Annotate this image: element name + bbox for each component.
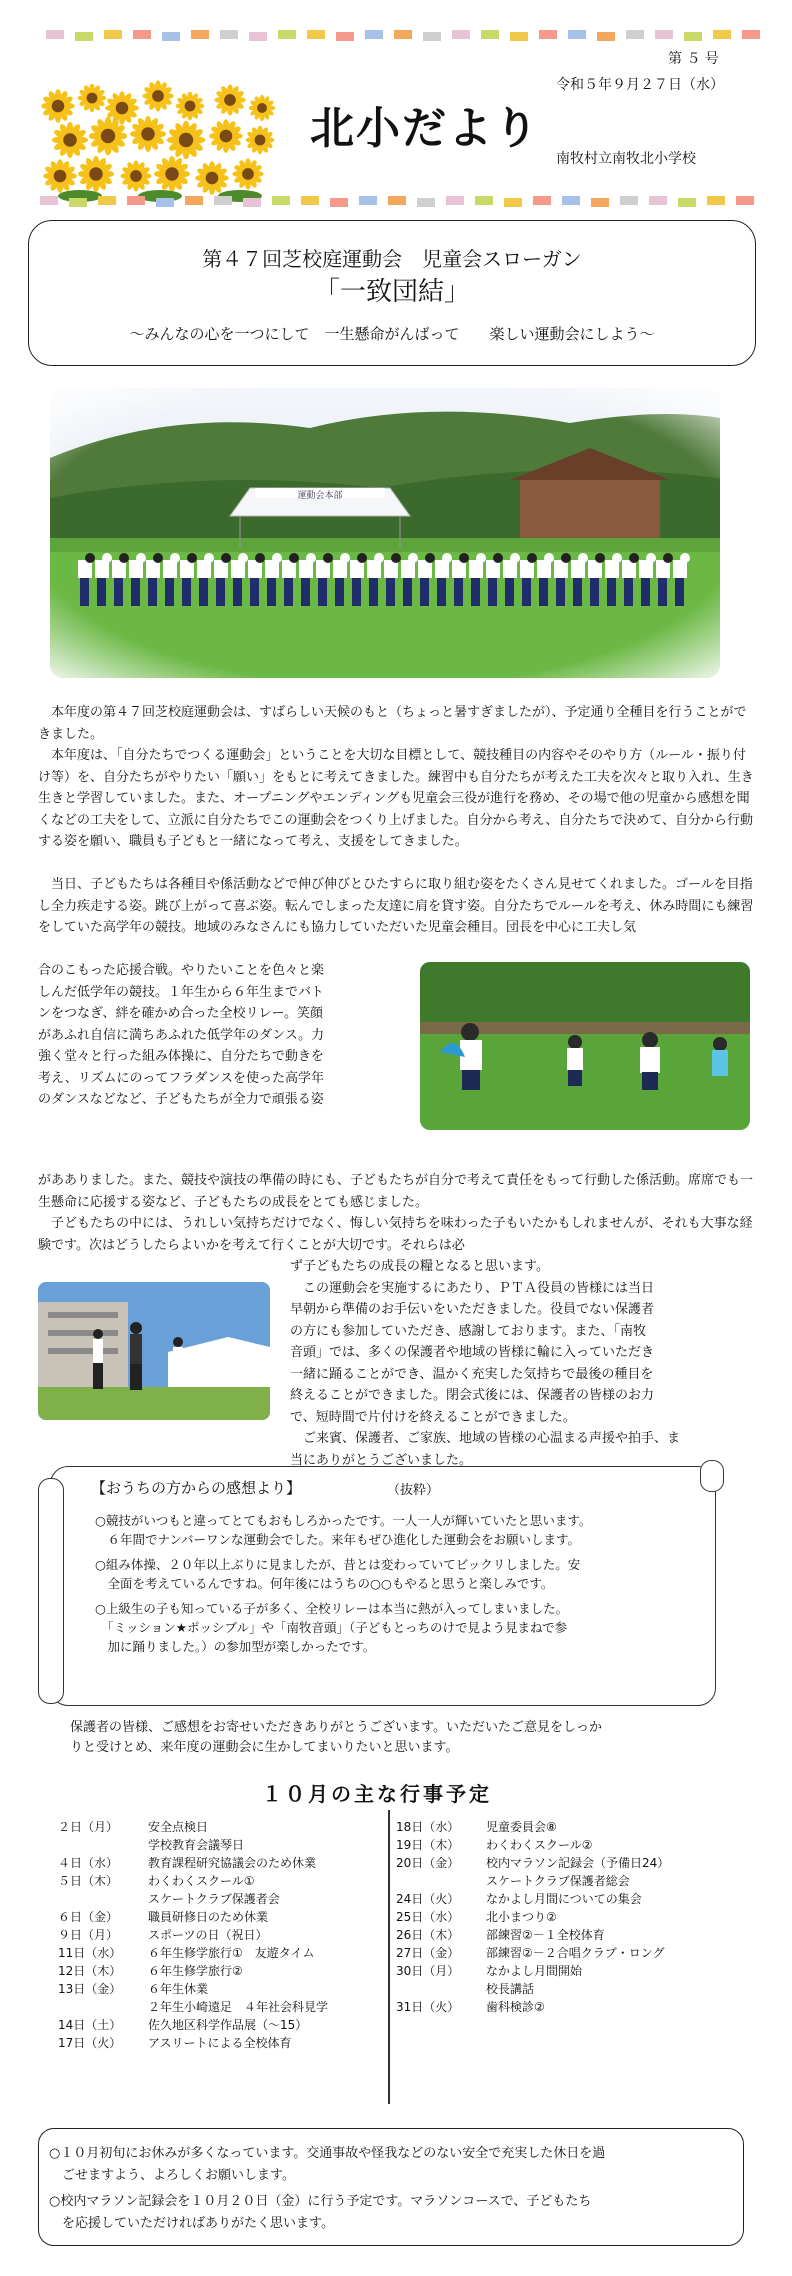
feedback-scroll [50, 1466, 716, 1706]
confetti-piece [191, 30, 209, 39]
confetti-piece [452, 30, 470, 39]
confetti-piece [620, 196, 638, 205]
schedule-date: 19日（木） [396, 1838, 460, 1852]
schedule-date: 24日（火） [396, 1892, 460, 1906]
text-line: ○校内マラソン記録会を１０月２０日（金）に行う予定です。マラソンコースで、子どもたち [49, 2194, 592, 2209]
confetti-piece [243, 198, 261, 207]
confetti-piece [742, 30, 760, 39]
confetti-piece [301, 196, 319, 205]
schedule-event: ６年生修学旅行② [148, 1964, 243, 1978]
text-line: 一緒に踊ることができ、温かく充実した気持ちで最後の種目を [290, 1366, 654, 1382]
feedback-list [95, 1511, 705, 1662]
confetti-piece [388, 196, 406, 205]
schedule-event: アスリートによる全校体育 [148, 2036, 292, 2050]
schedule-date: 17日（火） [58, 2036, 122, 2050]
confetti-piece [307, 30, 325, 39]
sunflower-icon [209, 119, 243, 153]
sunflower-icon [246, 126, 275, 155]
schedule-date: 31日（火） [396, 2000, 460, 2014]
schedule-event: スケートクラブ保護者会 [148, 1892, 280, 1906]
school-name: 南牧村立南牧北小学校 [556, 151, 696, 167]
confetti-piece [162, 32, 180, 41]
confetti-piece [562, 196, 580, 205]
sunflower-icon [52, 122, 88, 158]
confetti-piece [46, 30, 64, 39]
confetti-piece [365, 30, 383, 39]
schedule-event: 職員研修日のため休業 [148, 1910, 269, 1924]
confetti-piece [423, 32, 441, 41]
schedule-date: ９日（月） [58, 1928, 119, 1942]
schedule-date: ６日（金） [58, 1910, 119, 1924]
schedule-event: 歯科検診② [486, 2000, 545, 2014]
text-line: ンをつなぎ、絆を確かめ合った全校リレー。笑顔 [38, 1006, 323, 1021]
confetti-piece [597, 32, 615, 41]
notice-item [49, 2191, 739, 2235]
confetti-piece [330, 198, 348, 207]
schedule-event: 児童委員会⑧ [486, 1820, 557, 1834]
schedule-event: ２年生小崎遠足 ４年社会科見学 [148, 2000, 329, 2014]
slogan-sub: ～みんなの心を一つにして 一生懸命がんばって 楽しい運動会にしよう～ [129, 325, 655, 343]
schedule-event: スケートクラブ保護者総会 [486, 1874, 630, 1888]
text-line: 早朝から準備のお手伝いをいただきました。役員でない保護者 [290, 1302, 655, 1317]
text-line: のダンスなどなど、子どもたちが全力で頑張る姿 [38, 1092, 324, 1107]
slogan-box [28, 220, 756, 366]
sunflower-icon [249, 95, 275, 121]
schedule-event: 北小まつり② [486, 1910, 557, 1924]
text-line: 「ミッション★ポッシブル」や「南牧音頭」（子どもとっちのけで見よう見まねで参 [95, 1620, 568, 1635]
sunflower-icon [232, 158, 263, 189]
schedule-date: 14日（土） [58, 2018, 122, 2032]
schedule-date: ４日（水） [58, 1856, 119, 1870]
schedule-event: 教育課程研究協議会のため休業 [148, 1856, 317, 1870]
schedule-date: 18日（水） [396, 1820, 460, 1834]
sports-day-group-photo [50, 388, 720, 678]
issue-number: 第 ５ 号 [668, 51, 719, 67]
sunflower-icon [176, 92, 205, 121]
schedule-date: 26日（木） [396, 1928, 460, 1942]
text-line: 合のこもった応援合戦。やりたいことを色々と楽 [38, 963, 325, 978]
schedule-event: わくわくスクール① [148, 1874, 255, 1888]
confetti-piece [417, 198, 435, 207]
confetti-piece [104, 30, 122, 39]
confetti-piece [591, 198, 609, 207]
schedule-event: 学校教育会議琴日 [148, 1838, 245, 1852]
confetti-piece [214, 196, 232, 205]
schedule-event: なかよし月間についての集会 [486, 1892, 642, 1906]
schedule-event: ６年生修学旅行① 友遊タイム [148, 1946, 315, 1960]
feedback-item [95, 1599, 705, 1656]
confetti-piece [75, 32, 93, 41]
text-line: ごせますよう、よろしくお願いします。 [49, 2168, 295, 2183]
sunflower-icon [43, 159, 77, 193]
article-paragraph-4: 子どもたちの中には、うれしい気持ちだけでなく、悔しい気持ちを味わった子もいたかもしれませんが、それも大事な経験です。次はどうしたらよいかを考えて行くことが大切です。それらは必 [38, 1216, 753, 1253]
text-line: ○１０月初旬にお休みが多くなっています。交通事故や怪我などのない安全で充実した休日を過 [49, 2146, 606, 2161]
text-line: 考え、リズムにのってフラダンスを使った高学年 [38, 1070, 325, 1086]
confetti-piece [127, 196, 145, 205]
confetti-piece [133, 30, 151, 39]
newsletter-title: 北小だより [310, 103, 540, 154]
sunflower-icon [167, 121, 205, 159]
schedule-date: ５日（木） [58, 1874, 119, 1888]
confetti-piece [626, 30, 644, 39]
text-line: ご来賓、保護者、ご家族、地域の皆様の心温まる声援や拍手、ま [290, 1431, 681, 1446]
schedule-date: 13日（金） [58, 1982, 122, 1996]
schedule-event: 校長講話 [486, 1982, 535, 1996]
sunflower-icon [130, 116, 166, 152]
schedule-event: 安全点検日 [148, 1820, 209, 1834]
confetti-piece [272, 196, 290, 205]
text-line: りと受けとめ、来年度の運動会に生かしてまいりたいと思います。 [70, 1740, 459, 1755]
text-line: ず子どもたちの成長の糧となると思います。 [290, 1259, 549, 1274]
issue-date: 令和５年９月２７日（水） [556, 77, 724, 93]
feedback-title: 【おうちの方からの感想より】 [91, 1479, 302, 1497]
notice-box [38, 2128, 744, 2246]
text-line: 音頭」では、多くの保護者や地域の皆様に輪に入っていただき [290, 1345, 655, 1360]
feedback-thanks [70, 1718, 770, 1758]
notice-list [49, 2143, 739, 2239]
confetti-piece [446, 196, 464, 205]
confetti-piece [539, 30, 557, 39]
article-paragraph-1: 本年度の第４７回芝校庭運動会は、すばらしい天候のもと（ちょっと暑すぎましたが）、予定通り全種目を行うことができました。 [38, 705, 747, 742]
schedule-date: 30日（月） [396, 1964, 460, 1978]
schedule-event: 佐久地区科学作品展（～15） [148, 2018, 308, 2032]
text-line: ○上級生の子も知っている子が多く、全校リレーは本当に熱が入ってしまいました。 [95, 1601, 569, 1616]
text-line: ○競技がいつもと違ってとてもおもしろかったです。一人一人が輝いていたと思います。 [95, 1513, 592, 1528]
schedule-date: 20日（金） [396, 1856, 460, 1870]
schedule-date: 11日（水） [58, 1946, 122, 1960]
scroll-curl-right [700, 1460, 724, 1492]
sunflower-icon [154, 156, 190, 192]
slogan-main: 「一致団結」 [313, 277, 470, 307]
slogan-heading: 第４７回芝校庭運動会 児童会スローガン [202, 247, 582, 271]
schedule-divider [388, 1810, 390, 2104]
confetti-piece [504, 198, 522, 207]
sunflower-icon [78, 156, 114, 192]
feedback-item [95, 1511, 705, 1549]
feedback-item [95, 1555, 705, 1593]
sunflower-icon [214, 84, 245, 115]
text-line: この運動会を実施するにあたり、ＰＴＡ役員の皆様には当日 [290, 1280, 655, 1296]
confetti-piece [249, 32, 267, 41]
schedule-date: 25日（水） [396, 1910, 460, 1924]
schedule-event: 校内マラソン記録会（予備日24） [486, 1856, 670, 1870]
confetti-piece [220, 30, 238, 39]
confetti-piece [336, 32, 354, 41]
schedule-event: スポーツの日（祝日） [148, 1928, 268, 1942]
text-line: 当にありがとうございました。 [290, 1452, 473, 1468]
sunflower-illustration [40, 78, 290, 203]
confetti-piece [278, 30, 296, 39]
text-line: があふれ自信に満ちあふれた低学年のダンス。力 [38, 1027, 325, 1043]
confetti-piece [649, 196, 667, 205]
sunflower-icon [78, 84, 107, 113]
text-line: を応援していただければありがたく思います。 [49, 2216, 334, 2231]
confetti-piece [475, 196, 493, 205]
confetti-piece [156, 198, 174, 207]
confetti-piece [185, 196, 203, 205]
notice-item [49, 2143, 739, 2187]
confetti-piece [678, 198, 696, 207]
text-line: しんだ低学年の競技。１年生から６年生までバト [38, 984, 324, 1000]
schedule-title: １０月の主な行事予定 [262, 1782, 492, 1806]
schedule-event: ６年生休業 [148, 1982, 209, 1996]
article-paragraph-3-end: があありました。また、競技や演技の準備の時にも、子どもたちが自分で考えて責任をもって行動した係活動。席席でも一生懸命に応援する姿など、子どもたちの成長をとても感じました。 [38, 1173, 754, 1210]
text-line: 全面を考えているんですね。何年後にはうちの○○もやると思うと楽しみです。 [95, 1576, 554, 1591]
sunflower-icon [120, 160, 151, 191]
text-line: 強く堂々と行った組み体操に、自分たちで動きを [38, 1049, 324, 1064]
feedback-tag: （抜粋） [387, 1483, 440, 1498]
confetti-piece [40, 196, 58, 205]
confetti-piece [394, 30, 412, 39]
article-paragraph-3: 当日、子どもたちは各種目や係活動などで伸び伸びとひたすらに取り組む姿をたくさん見せてくれました。ゴールを目指し全力疾走する姿。跳び上がって喜ぶ姿。転んでしまった友達に肩を貸す姿。自分たちでルールを考え、休み時間にも練習をしていた高学年の競技。地域のみなさんにも協力していただいた児童会種目。団長を中心に工夫し気 [38, 877, 754, 935]
confetti-piece [655, 30, 673, 39]
confetti-piece [533, 196, 551, 205]
confetti-piece [707, 196, 725, 205]
confetti-piece [510, 32, 528, 41]
text-line: 保護者の皆様、ご感想をお寄せいただきありがとうございます。いただいたご意見をしっか [70, 1720, 602, 1735]
text-line: ６年間でナンバーワンな運動会でした。来年もぜひ進化した運動会をお願いします。 [95, 1532, 581, 1547]
article-paragraph-3-wrap [38, 960, 408, 1111]
sunflower-icon [195, 161, 229, 195]
confetti-piece [684, 32, 702, 41]
schedule-date: ２日（月） [58, 1820, 119, 1834]
confetti-piece [98, 196, 116, 205]
confetti-piece [69, 198, 87, 207]
relay-photo [420, 962, 750, 1130]
sunflower-icon [142, 80, 173, 111]
confetti-piece [359, 196, 377, 205]
text-line: の方にも参加していただき、感謝しております。また、「南牧 [290, 1323, 646, 1339]
text-line: で、短時間で片付けを終えることができました。 [290, 1409, 576, 1425]
text-line: ○組み体操、２０年以上ぶりに見ましたが、昔とは変わっていてビックリしました。安 [95, 1557, 581, 1572]
article-paragraph-2: 本年度は、「自分たちでつくる運動会」ということを大切な目標として、競技種目の内容やそのやり方（ルール・振り付け等）を、自分たちがやりたい「願い」をもとに考えてきました。練習中も自分たちが考えた工夫を次々と取り入れ、生き生きと学習していました。また、オープニングやエンディングも児童会三役が進行を務め、その場で他の児童から感想を聞くなどの工夫をして、立派に自分たちでこの運動会をつくり上げました。自分から考え、自分たちで決めて、自分から行動する姿を願い、職員も子どもと一緒になって考え、支援をしてきました。 [38, 748, 754, 849]
schedule-date: 12日（木） [58, 1964, 122, 1978]
schedule-event: なかよし月間開始 [486, 1964, 583, 1978]
scroll-curl-left [38, 1478, 64, 1704]
confetti-piece [568, 30, 586, 39]
schedule-event: 部練習②－２合唱クラブ・ロング [486, 1946, 665, 1960]
sunflower-icon [41, 89, 75, 123]
schedule-event: わくわくスクール② [486, 1838, 593, 1852]
text-line: 加に踊りました。）の参加型が楽しかったです。 [95, 1639, 376, 1654]
schedule-event: 部練習②－１全校体育 [486, 1928, 605, 1942]
confetti-piece [481, 30, 499, 39]
dance-photo [38, 1282, 270, 1420]
schedule-date: 27日（金） [396, 1946, 460, 1960]
text-line: 終えることができました。閉会式後には、保護者の皆様のお力 [290, 1388, 655, 1403]
article-paragraph-5-wrap [290, 1256, 760, 1471]
confetti-piece [713, 30, 731, 39]
confetti-piece [736, 196, 754, 205]
